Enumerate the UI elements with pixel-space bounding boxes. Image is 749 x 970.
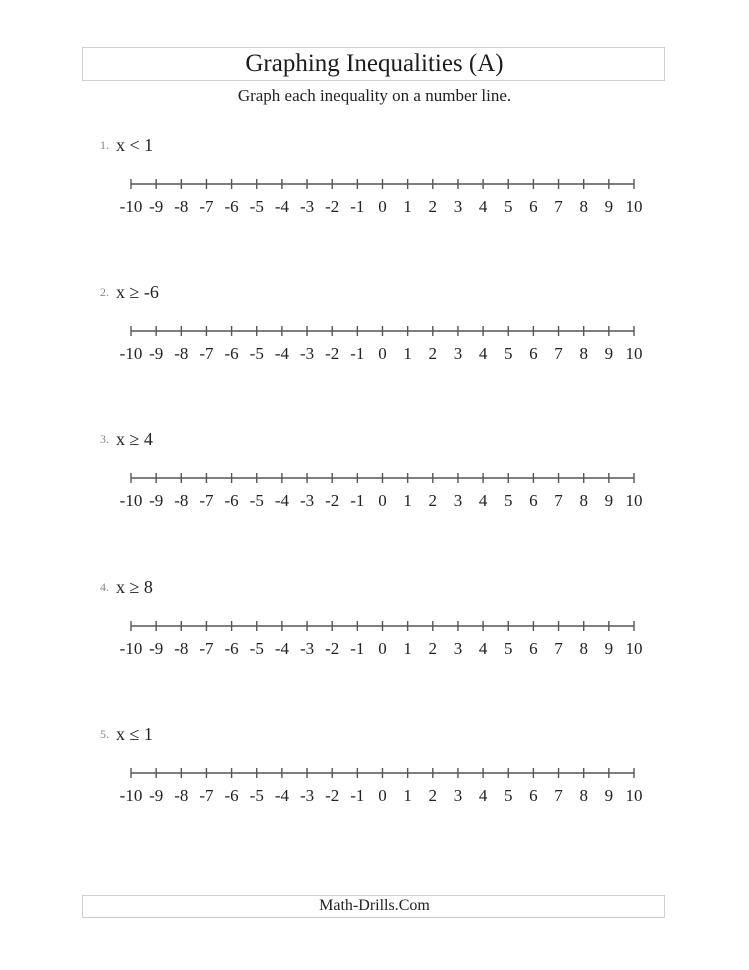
problem-4 <box>0 577 749 680</box>
problem-expression: x ≤ 1 <box>116 724 153 744</box>
tick-label: 10 <box>625 639 643 658</box>
tick-label: 8 <box>579 639 588 658</box>
tick-label: 8 <box>579 197 588 216</box>
tick-label: -9 <box>149 197 164 216</box>
tick-label: 3 <box>453 639 463 658</box>
tick-label: 10 <box>625 491 643 510</box>
tick-label: 6 <box>529 344 538 363</box>
tick-label: -8 <box>174 639 189 658</box>
tick-label: -4 <box>274 197 289 216</box>
tick-label: -10 <box>119 491 143 510</box>
tick-label: -5 <box>249 344 264 363</box>
tick-label: 6 <box>529 197 538 216</box>
tick-label: -2 <box>325 639 340 658</box>
tick-label: -1 <box>350 786 365 805</box>
number-line[interactable] <box>0 580 749 670</box>
tick-label: -4 <box>274 786 289 805</box>
tick-label: 8 <box>579 344 588 363</box>
number-line[interactable] <box>0 138 749 228</box>
tick-label: -8 <box>174 786 189 805</box>
tick-label: 1 <box>403 197 412 216</box>
tick-label: -3 <box>299 197 315 216</box>
tick-label: 2 <box>428 639 438 658</box>
tick-label: -6 <box>224 344 239 363</box>
problem-expression: x ≥ 4 <box>116 429 153 449</box>
problem-2 <box>0 282 749 385</box>
tick-label: 4 <box>478 786 488 805</box>
tick-label: -1 <box>350 491 365 510</box>
tick-label: -7 <box>199 491 214 510</box>
tick-label: -2 <box>325 197 340 216</box>
tick-label: -2 <box>325 786 340 805</box>
page-title: Graphing Inequalities (A) <box>245 50 504 77</box>
tick-label: 3 <box>453 197 463 216</box>
tick-label: -10 <box>119 786 143 805</box>
tick-label: 9 <box>604 197 614 216</box>
problem-expression: x < 1 <box>116 135 154 155</box>
tick-label: -2 <box>325 344 340 363</box>
tick-label: -3 <box>299 639 315 658</box>
tick-label: 8 <box>579 491 588 510</box>
tick-label: 6 <box>529 491 538 510</box>
page-subtitle: Graph each inequality on a number line. <box>237 86 512 105</box>
tick-label: 0 <box>378 197 387 216</box>
tick-label: -1 <box>350 344 365 363</box>
tick-label: 5 <box>504 639 513 658</box>
tick-label: 1 <box>403 639 412 658</box>
tick-label: -10 <box>119 639 143 658</box>
tick-label: -7 <box>199 786 214 805</box>
tick-label: 10 <box>625 344 643 363</box>
tick-label: -10 <box>119 344 143 363</box>
tick-label: -6 <box>224 491 239 510</box>
tick-label: -7 <box>199 197 214 216</box>
tick-label: 4 <box>478 491 488 510</box>
tick-label: -6 <box>224 639 239 658</box>
tick-label: -6 <box>224 197 239 216</box>
tick-label: 6 <box>529 786 538 805</box>
tick-label: 0 <box>378 491 387 510</box>
tick-label: 7 <box>554 639 563 658</box>
problem-expression: x ≥ -6 <box>116 282 159 302</box>
tick-label: 7 <box>554 786 563 805</box>
tick-label: -1 <box>350 639 365 658</box>
footer-text: Math-Drills.Com <box>319 897 430 914</box>
tick-label: 10 <box>625 786 643 805</box>
tick-label: -3 <box>299 344 315 363</box>
tick-label: -9 <box>149 639 164 658</box>
number-line[interactable] <box>0 285 749 375</box>
tick-label: 7 <box>554 197 563 216</box>
tick-label: -3 <box>299 786 315 805</box>
tick-label: -8 <box>174 491 189 510</box>
tick-label: 1 <box>403 786 412 805</box>
tick-label: 3 <box>453 344 463 363</box>
tick-label: -10 <box>119 197 143 216</box>
problem-number: 3. <box>100 432 109 446</box>
tick-label: 3 <box>453 786 463 805</box>
tick-label: 2 <box>428 344 438 363</box>
number-line[interactable] <box>0 432 749 522</box>
tick-label: 7 <box>554 491 563 510</box>
tick-label: -7 <box>199 639 214 658</box>
problem-number: 1. <box>100 138 109 152</box>
tick-label: -8 <box>174 197 189 216</box>
tick-label: -6 <box>224 786 239 805</box>
tick-label: -2 <box>325 491 340 510</box>
tick-label: -8 <box>174 344 189 363</box>
tick-label: -3 <box>299 491 315 510</box>
problem-expression: x ≥ 8 <box>116 577 153 597</box>
tick-label: -9 <box>149 344 164 363</box>
problem-5 <box>0 724 749 827</box>
tick-label: 6 <box>529 639 538 658</box>
tick-label: 4 <box>478 639 488 658</box>
number-line[interactable] <box>0 727 749 817</box>
tick-label: 1 <box>403 491 412 510</box>
tick-label: 9 <box>604 491 614 510</box>
tick-label: 10 <box>625 197 643 216</box>
tick-label: -4 <box>274 639 289 658</box>
tick-label: -7 <box>199 344 214 363</box>
tick-label: 0 <box>378 639 387 658</box>
tick-label: -1 <box>350 197 365 216</box>
tick-label: 9 <box>604 786 614 805</box>
tick-label: 5 <box>504 491 513 510</box>
tick-label: 9 <box>604 639 614 658</box>
tick-label: -5 <box>249 491 264 510</box>
problem-number: 5. <box>100 727 109 741</box>
tick-label: 1 <box>403 344 412 363</box>
tick-label: 0 <box>378 786 387 805</box>
tick-label: 7 <box>554 344 563 363</box>
tick-label: -9 <box>149 786 164 805</box>
tick-label: 5 <box>504 197 513 216</box>
tick-label: 9 <box>604 344 614 363</box>
tick-label: 0 <box>378 344 387 363</box>
tick-label: -4 <box>274 491 289 510</box>
tick-label: 8 <box>579 786 588 805</box>
tick-label: 2 <box>428 786 438 805</box>
tick-label: -5 <box>249 786 264 805</box>
problem-3 <box>0 429 749 532</box>
tick-label: -4 <box>274 344 289 363</box>
tick-label: -9 <box>149 491 164 510</box>
tick-label: 5 <box>504 786 513 805</box>
problem-number: 2. <box>100 285 109 299</box>
tick-label: -5 <box>249 639 264 658</box>
problem-1 <box>0 135 749 238</box>
tick-label: 4 <box>478 197 488 216</box>
tick-label: 2 <box>428 197 438 216</box>
tick-label: 3 <box>453 491 463 510</box>
tick-label: 4 <box>478 344 488 363</box>
tick-label: 2 <box>428 491 438 510</box>
tick-label: 5 <box>504 344 513 363</box>
problem-number: 4. <box>100 580 109 594</box>
tick-label: -5 <box>249 197 264 216</box>
